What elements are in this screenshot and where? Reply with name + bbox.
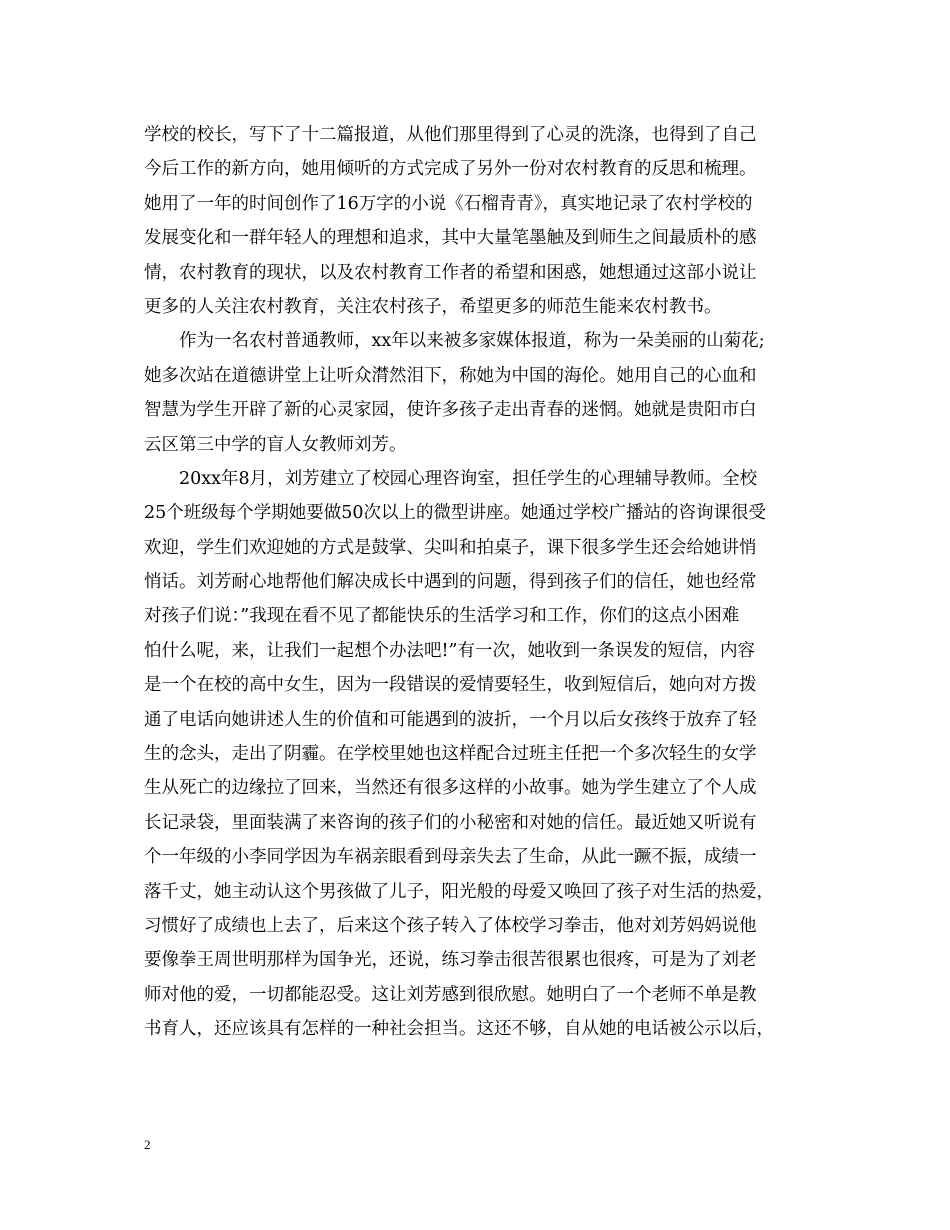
text-line: 书育人，还应该具有怎样的一种社会担当。这还不够，自从她的电话被公示以后， — [144, 1019, 774, 1040]
text-line: 对孩子们说：”我现在看不见了都能快乐的生活学习和工作，你们的这点小困难 — [144, 606, 740, 627]
text-line: 生的念头，走出了阴霾。在学校里她也这样配合过班主任把一个多次轻生的女学 — [144, 744, 757, 765]
text-line: 25个班级每个学期她要做50次以上的微型讲座。她通过学校广播站的咨询课很受 — [144, 503, 767, 524]
text-line: 悄话。刘芳耐心地帮他们解决成长中遇到的问题，得到孩子们的信任，她也经常 — [144, 572, 757, 593]
text-line: 落千丈，她主动认这个男孩做了儿子，阳光般的母爱又唤回了孩子对生活的热爱， — [144, 881, 774, 902]
text-line: 20xx年8月，刘芳建立了校园心理咨询室，担任学生的心理辅导教师。全校 — [179, 468, 758, 489]
text-line: 通了电话向她讲述人生的价值和可能遇到的波折，一个月以后女孩终于放弃了轻 — [144, 709, 757, 730]
text-line: 生从死亡的边缘拉了回来，当然还有很多这样的小故事。她为学生建立了个人成 — [144, 778, 757, 799]
text-line: 学校的校长，写下了十二篇报道，从他们那里得到了心灵的洗涤，也得到了自己 — [144, 125, 757, 145]
text-line: 云区第三中学的盲人女教师刘芳。 — [144, 434, 407, 455]
text-line: 发展变化和一群年轻人的理想和追求，其中大量笔墨触及到师生之间最质朴的感 — [144, 228, 757, 249]
text-line: 作为一名农村普通教师，xx年以来被多家媒体报道，称为一朵美丽的山菊花; — [179, 331, 765, 352]
text-line: 个一年级的小李同学因为车祸亲眼看到母亲失去了生命，从此一蹶不振，成绩一 — [144, 847, 757, 868]
text-line: 长记录袋，里面装满了来咨询的孩子们的小秘密和对她的信任。最近她又听说有 — [144, 812, 757, 833]
text-line: 她多次站在道德讲堂上让听众潸然泪下，称她为中国的海伦。她用自己的心血和 — [144, 365, 757, 386]
text-line: 今后工作的新方向，她用倾听的方式完成了另外一份对农村教育的反思和梳理。 — [144, 159, 757, 180]
text-line: 她用了一年的时间创作了16万字的小说《石榴青青》，真实地记录了农村学校的 — [144, 193, 753, 214]
text-line: 智慧为学生开辟了新的心灵家园，使许多孩子走出青春的迷惘。她就是贵阳市白 — [144, 400, 757, 421]
text-line: 怕什么呢，来，让我们一起想个办法吧!”有一次，她收到一条误发的短信，内容 — [144, 640, 755, 661]
body-text — [144, 118, 824, 1047]
text-line: 习惯好了成绩也上去了，后来这个孩子转入了体校学习拳击，他对刘芳妈妈说他 — [144, 915, 757, 936]
text-line: 更多的人关注农村教育，关注农村孩子，希望更多的师范生能来农村教书。 — [144, 296, 722, 317]
text-line: 师对他的爱，一切都能忍受。这让刘芳感到很欣慰。她明白了一个老师不单是教 — [144, 984, 757, 1005]
page-number: 2 — [144, 1137, 151, 1152]
text-line: 欢迎，学生们欢迎她的方式是鼓掌、尖叫和拍桌子，课下很多学生还会给她讲悄 — [144, 537, 757, 558]
text-line: 要像拳王周世明那样为国争光，还说，练习拳击很苦很累也很疼，可是为了刘老 — [144, 950, 757, 971]
text-line: 是一个在校的高中女生，因为一段错误的爱情要轻生，收到短信后，她向对方拨 — [144, 675, 757, 696]
text-line: 情，农村教育的现状，以及农村教育工作者的希望和困惑，她想通过这部小说让 — [144, 262, 757, 283]
